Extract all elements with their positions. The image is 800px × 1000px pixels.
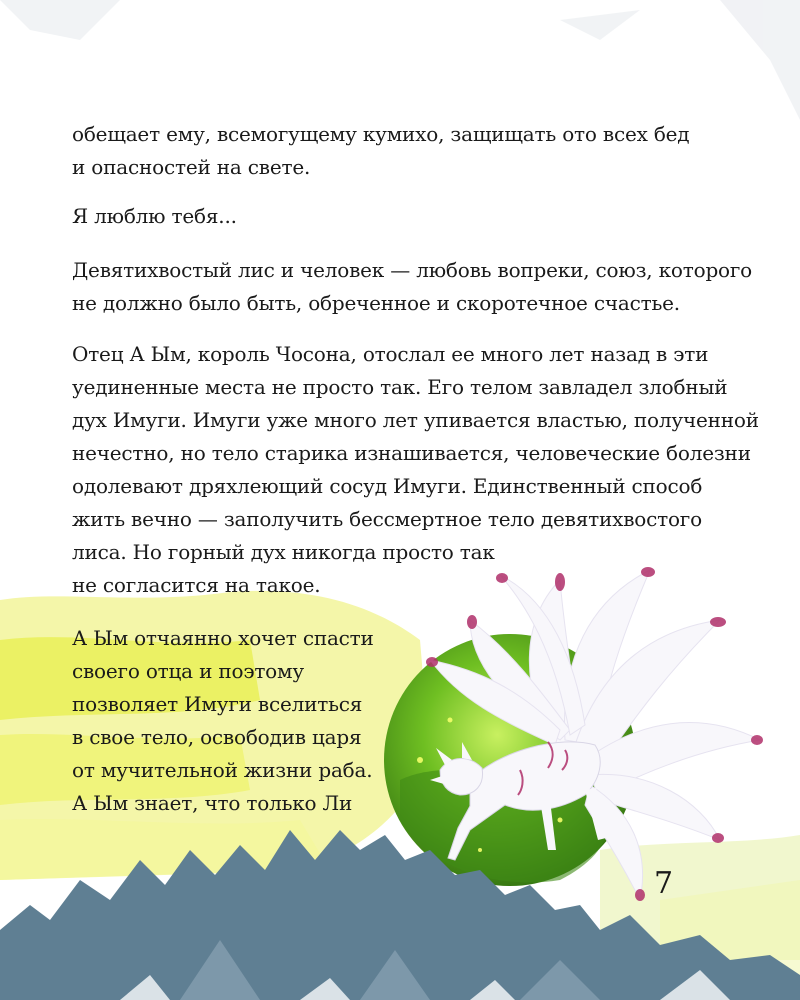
- text-line: Отец А Ым, король Чосона, отослал ее много лет назад в эти: [72, 342, 709, 366]
- text-line: позволяет Имуги вселиться: [72, 692, 363, 716]
- text-line: уединенные места не просто так. Его телом завладел злобный: [72, 375, 728, 399]
- text-line: лиса. Но горный дух никогда просто так: [72, 540, 495, 564]
- brush-texture-top: [0, 0, 800, 120]
- paragraph-5: [72, 622, 672, 820]
- text-line: Девятихвостый лис и человек — любовь вопреки, союз, которого: [72, 258, 753, 282]
- text-line: А Ым знает, что только Ли: [72, 791, 353, 815]
- paragraph-3: [72, 254, 753, 320]
- text-line: не согласится на такое.: [72, 573, 321, 597]
- text-line: обещает ему, всемогущему кумихо, защищать ото всех бед: [72, 122, 690, 146]
- paragraph-2: [72, 200, 672, 233]
- text-line: нечестно, но тело старика изнашивается, человеческие болезни: [72, 441, 751, 465]
- text-line: от мучительной жизни раба.: [72, 758, 373, 782]
- text-line: Я люблю тебя...: [72, 204, 237, 228]
- paragraph-4: [72, 338, 759, 602]
- paragraph-1: [72, 118, 690, 184]
- text-line: одолевают дряхлеющий сосуд Имуги. Единственный способ: [72, 474, 703, 498]
- page-number: 7: [654, 866, 674, 901]
- text-line: не должно было быть, обреченное и скоротечное счастье.: [72, 291, 680, 315]
- text-line: жить вечно — заполучить бессмертное тело девятихвостого: [72, 507, 702, 531]
- text-line: А Ым отчаянно хочет спасти: [72, 626, 374, 650]
- text-line: дух Имуги. Имуги уже много лет упивается властью, полученной: [72, 408, 759, 432]
- text-line: и опасностей на свете.: [72, 155, 311, 179]
- text-line: своего отца и поэтому: [72, 659, 304, 683]
- text-line: в свое тело, освободив царя: [72, 725, 362, 749]
